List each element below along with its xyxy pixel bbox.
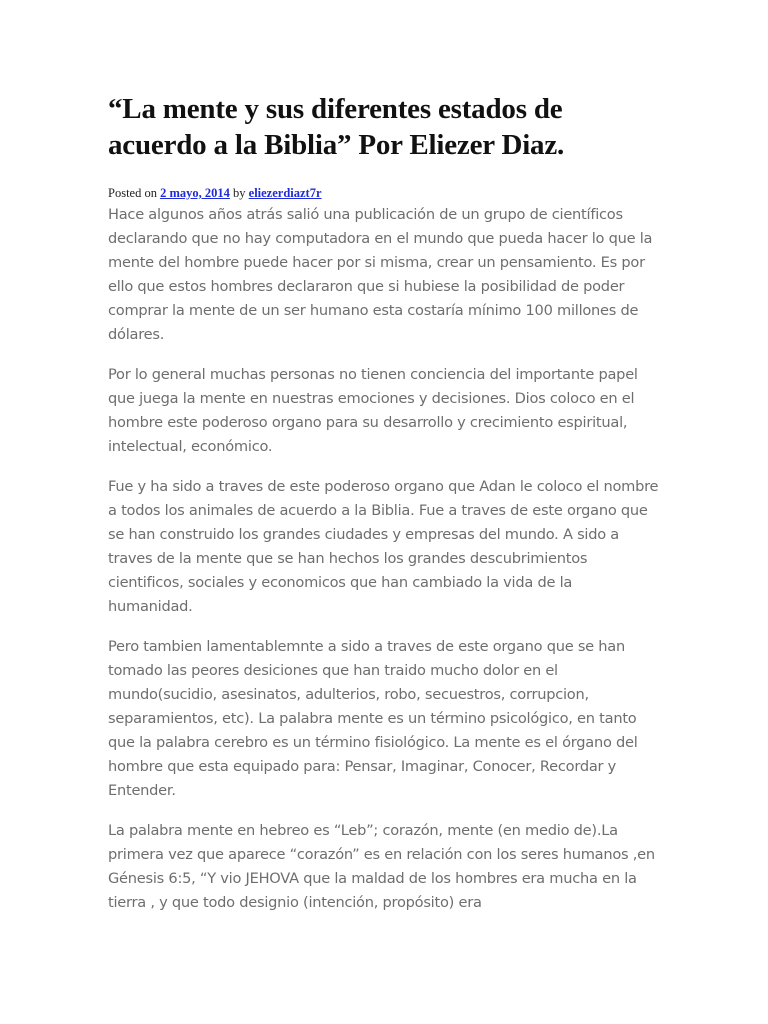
posted-on-label: Posted on: [108, 186, 157, 200]
paragraph: Fue y ha sido a traves de este poderoso organo que Adan le coloco el nombre a todos los animales de acuerdo a la Biblia. Fue a traves de este organo que se han construido los grandes ciudades y empresas del mundo. A sido a traves de la mente que se han hechos los grandes descubrimientos cientificos, sociales y economicos que han cambiado la vida de la humanidad.: [108, 478, 659, 615]
author-link[interactable]: eliezerdiazt7r: [248, 186, 322, 200]
paragraph: Por lo general muchas personas no tienen conciencia del importante papel que juega la mente en nuestras emociones y decisiones. Dios coloco en el hombre este poderoso organo para su desarrollo y crecimiento espiritual, intelectual, económico.: [108, 366, 638, 455]
article-title: “La mente y sus diferentes estados de acuerdo a la Biblia” Por Eliezer Diaz.: [108, 93, 565, 161]
post-date-link[interactable]: 2 mayo, 2014: [160, 186, 230, 200]
by-label: by: [233, 186, 246, 200]
article-body: [108, 203, 660, 915]
paragraph: Pero tambien lamentablemnte a sido a traves de este organo que se han tomado las peores desiciones que han traido mucho dolor en el mundo(sucidio, asesinatos, adulterios, robo, secuestros, corrupcion, separamientos, etc). La palabra mente es un término psicológico, en tanto que la palabra cerebro es un término fisiológico. La mente es el órgano del hombre que esta equipado para: Pensar, Imaginar, Conocer, Recordar y Entender.: [108, 638, 638, 799]
post-meta: [108, 185, 660, 201]
paragraph: Hace algunos años atrás salió una publicación de un grupo de científicos declarando que no hay computadora en el mundo que pueda hacer lo que la mente del hombre puede hacer por si misma, crear un pensamiento. Es por ello que estos hombres declararon que si hubiese la posibilidad de poder comprar la mente de un ser humano esta costaría mínimo 100 millones de dólares.: [108, 206, 653, 343]
paragraph: La palabra mente en hebreo es “Leb”; corazón, mente (en medio de).La primera vez que aparece “corazón” es en relación con los seres humanos ,en Génesis 6:5, “Y vio JEHOVA que la maldad de los hombres era mucha en la tierra , y que todo designio (intención, propósito) era: [108, 822, 655, 911]
